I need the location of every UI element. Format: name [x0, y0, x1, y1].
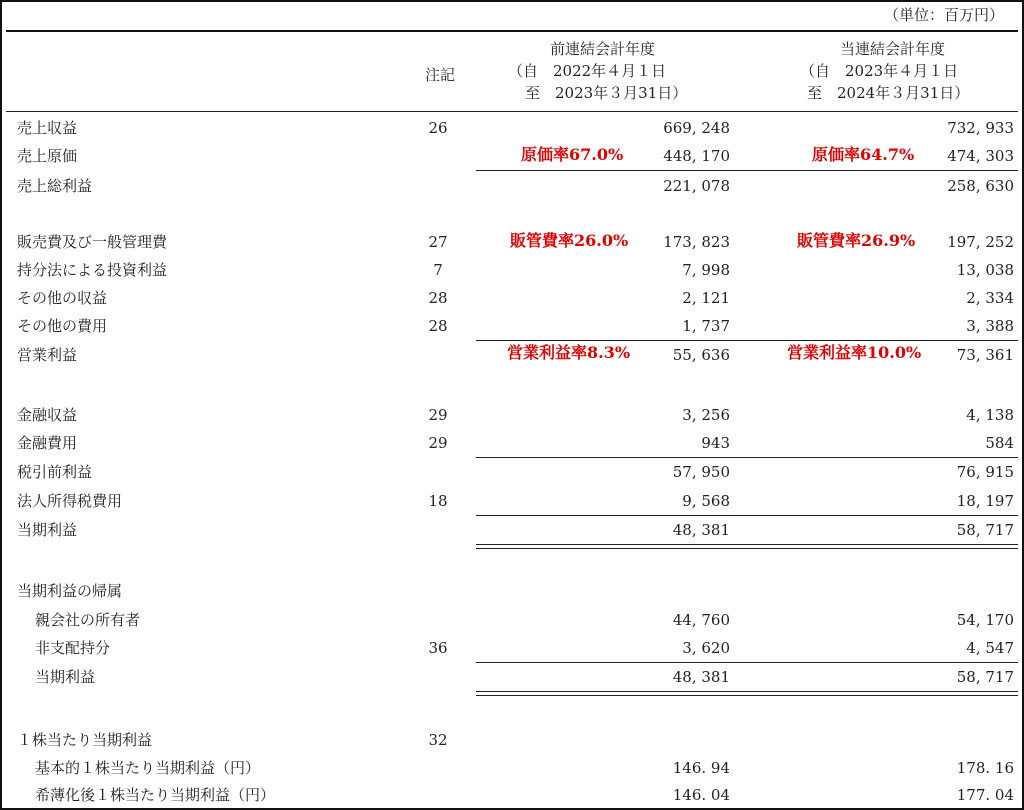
row-curr-value: 58, 717 [956, 521, 1014, 539]
row-curr-value: 178. 16 [956, 759, 1014, 777]
total-double-rule-bottom [476, 548, 1018, 549]
row-label: 当期利益 [35, 668, 96, 686]
row-label: 持分法による投資利益 [17, 261, 168, 279]
row-prev-value: 57, 950 [672, 463, 730, 481]
cost-ratio-annotation-prev: 原価率67.0% [521, 145, 624, 164]
row-note: 27 [428, 233, 448, 251]
row-prev-value: 48, 381 [672, 521, 730, 539]
section-heading: １株当たり当期利益 [17, 731, 153, 749]
row-curr-value: 197, 252 [947, 233, 1014, 251]
row-prev-value: 55, 636 [672, 346, 730, 364]
header-prev-from: （自 2022年４月１日 [508, 62, 667, 80]
row-curr-value: 4, 138 [966, 406, 1014, 424]
row-curr-value: 177. 04 [956, 786, 1014, 804]
row-prev-value: 7, 998 [682, 261, 730, 279]
row-curr-value: 732, 933 [947, 119, 1014, 137]
header-bottom-rule [6, 111, 1018, 112]
row-label: 法人所得税費用 [17, 492, 123, 510]
subtotal-rule [476, 457, 1018, 458]
header-curr-title: 当連結会計年度 [839, 40, 945, 58]
row-note: 18 [428, 492, 448, 510]
header-curr-to: 至 2024年３月31日） [807, 84, 970, 102]
sga-ratio-annotation-prev: 販管費率26.0% [510, 231, 629, 250]
row-prev-value: 9, 568 [682, 492, 730, 510]
row-note: 7 [433, 261, 443, 279]
subtotal-rule [476, 515, 1018, 516]
row-curr-value: 258, 630 [947, 177, 1014, 195]
row-label: その他の収益 [17, 289, 108, 307]
row-curr-value: 3, 388 [966, 317, 1014, 335]
operating-margin-annotation-curr: 営業利益率10.0% [787, 343, 922, 362]
row-curr-value: 474, 303 [947, 147, 1014, 165]
row-prev-value: 669, 248 [663, 119, 730, 137]
row-prev-value: 943 [701, 434, 730, 452]
row-prev-value: 1, 737 [682, 317, 730, 335]
row-label: 売上原価 [17, 147, 78, 165]
row-curr-value: 18, 197 [956, 492, 1014, 510]
row-label: 売上収益 [17, 119, 78, 137]
header-top-rule [6, 30, 1018, 32]
row-prev-value: 3, 620 [682, 639, 730, 657]
unit-label: （単位：百万円） [883, 6, 1004, 24]
row-prev-value: 44, 760 [672, 611, 730, 629]
sga-ratio-annotation-curr: 販管費率26.9% [797, 231, 916, 250]
row-note: 28 [428, 289, 448, 307]
row-label: 税引前利益 [17, 463, 93, 481]
header-prev-to: 至 2023年３月31日） [525, 84, 688, 102]
row-prev-value: 48, 381 [672, 668, 730, 686]
row-label: その他の費用 [17, 317, 108, 335]
row-note: 29 [428, 406, 448, 424]
header-note: 注記 [424, 66, 455, 84]
row-label: 非支配持分 [35, 639, 111, 657]
row-curr-value: 584 [985, 434, 1014, 452]
row-prev-value: 146. 94 [672, 759, 730, 777]
row-curr-value: 13, 038 [956, 261, 1014, 279]
row-prev-value: 221, 078 [663, 177, 730, 195]
row-prev-value: 448, 170 [663, 147, 730, 165]
row-note: 28 [428, 317, 448, 335]
row-prev-value: 173, 823 [663, 233, 730, 251]
total-double-rule-bottom [476, 695, 1018, 696]
subtotal-rule [476, 662, 1018, 663]
row-curr-value: 2, 334 [966, 289, 1014, 307]
row-curr-value: 4, 547 [966, 639, 1014, 657]
subtotal-rule [476, 170, 1018, 171]
total-double-rule-top [476, 691, 1018, 692]
header-curr-from: （自 2023年４月１日 [800, 62, 959, 80]
total-double-rule-top [476, 544, 1018, 545]
row-label: 売上総利益 [17, 177, 93, 195]
row-label: 金融収益 [17, 406, 78, 424]
row-prev-value: 146. 04 [672, 786, 730, 804]
row-note: 32 [428, 731, 448, 749]
row-curr-value: 76, 915 [956, 463, 1014, 481]
row-note: 29 [428, 434, 448, 452]
row-label: 基本的１株当たり当期利益（円） [35, 759, 261, 777]
operating-margin-annotation-prev: 営業利益率8.3% [507, 343, 631, 362]
row-label: 当期利益 [17, 521, 78, 539]
row-label: 希薄化後１株当たり当期利益（円） [35, 786, 276, 804]
row-curr-value: 58, 717 [956, 668, 1014, 686]
subtotal-rule [476, 340, 1018, 341]
row-prev-value: 3, 256 [682, 406, 730, 424]
row-label: 販売費及び一般管理費 [17, 233, 168, 251]
row-curr-value: 54, 170 [956, 611, 1014, 629]
row-note: 36 [428, 639, 448, 657]
row-label: 金融費用 [17, 434, 78, 452]
row-label: 営業利益 [17, 346, 78, 364]
cost-ratio-annotation-curr: 原価率64.7% [812, 145, 915, 164]
row-label: 親会社の所有者 [35, 611, 141, 629]
row-curr-value: 73, 361 [956, 346, 1014, 364]
section-heading: 当期利益の帰属 [17, 582, 123, 600]
row-note: 26 [428, 119, 448, 137]
row-prev-value: 2, 121 [682, 289, 730, 307]
header-prev-title: 前連結会計年度 [549, 40, 655, 58]
